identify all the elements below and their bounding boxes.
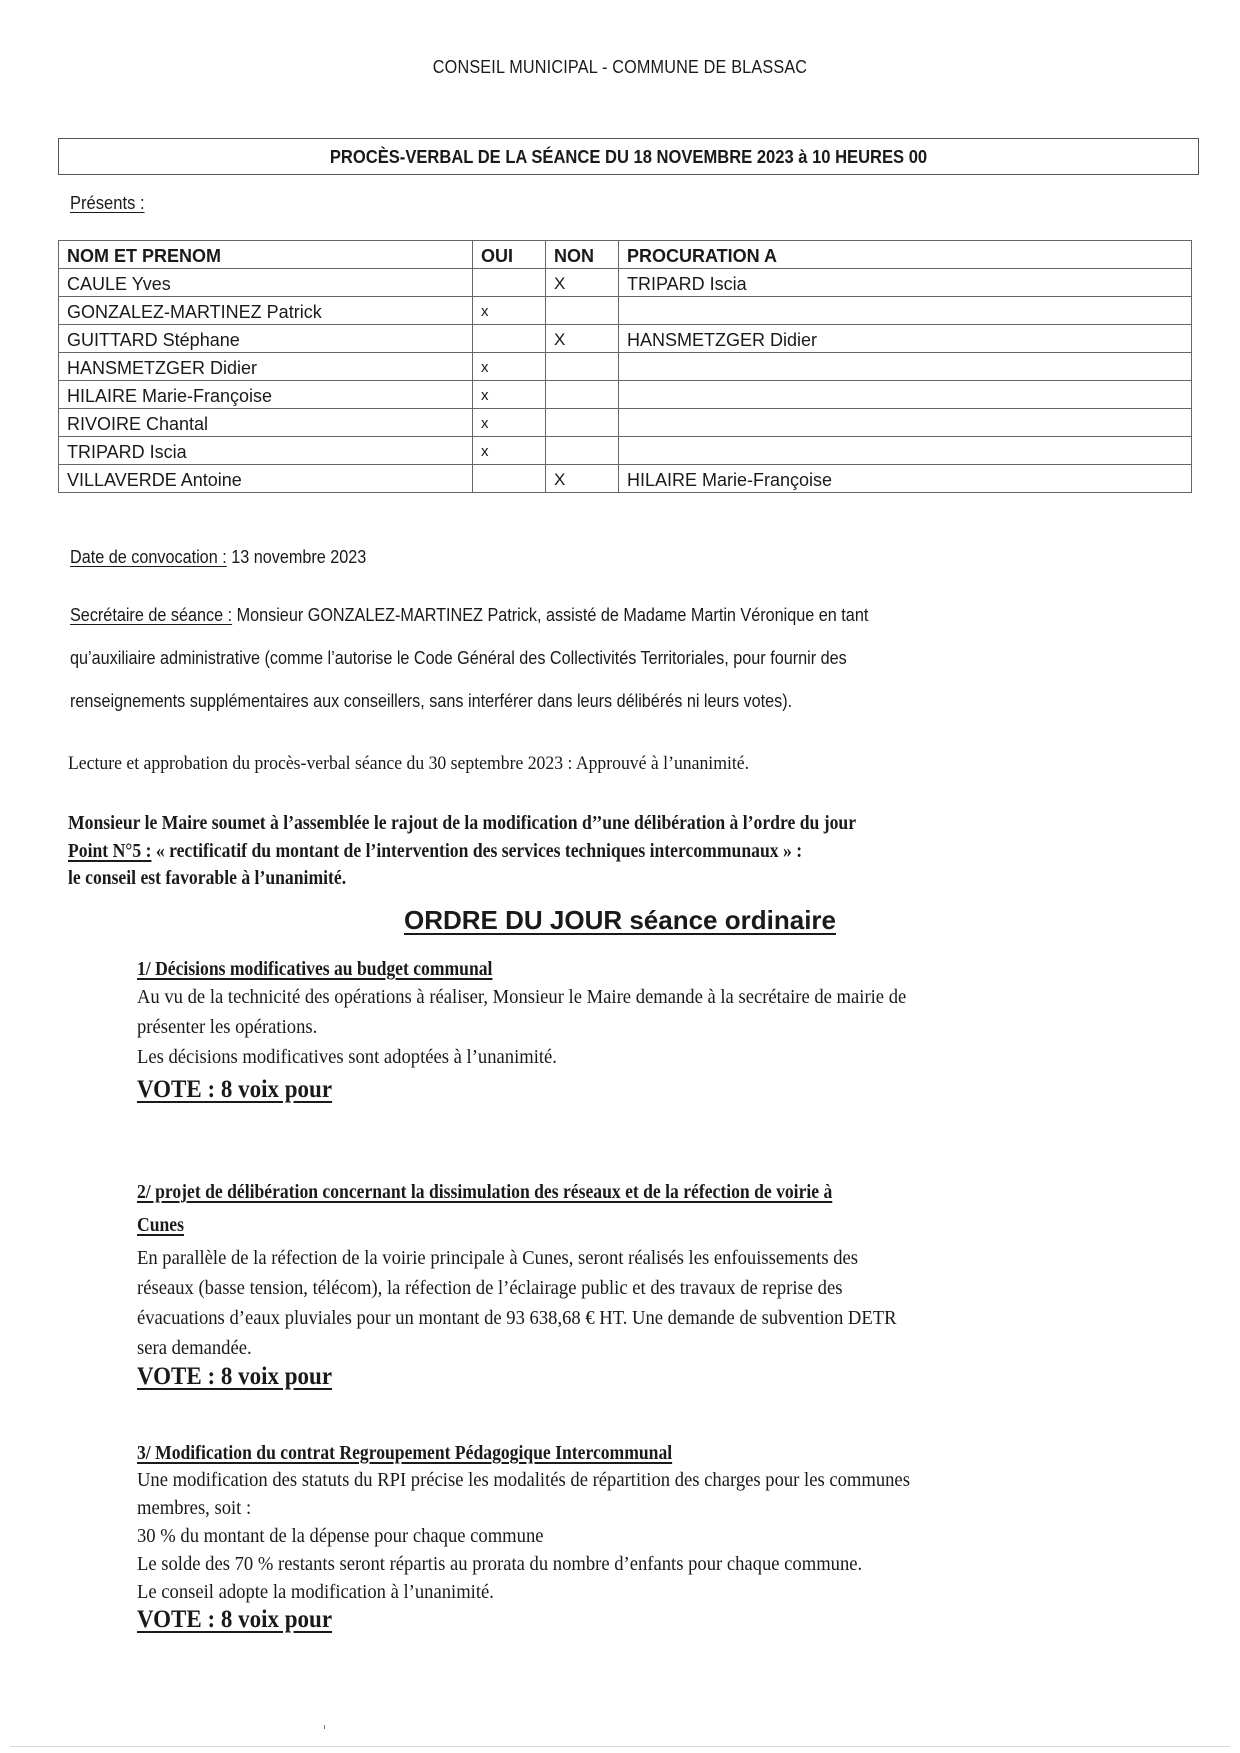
non-mark <box>546 409 619 437</box>
table-row <box>59 409 1192 437</box>
document-title: PROCÈS-VERBAL DE LA SÉANCE DU 18 NOVEMBRE 2023 à 10 HEURES 00 <box>329 147 928 167</box>
body-line: Au vu de la technicité des opérations à réaliser, Monsieur le Maire demande à la secrétaire de mairie de <box>137 986 907 1008</box>
body-line: évacuations d’eaux pluviales pour un montant de 93 638,68 € HT. Une demande de subvention DETR <box>137 1307 897 1329</box>
convocation-label: Date de convocation : <box>70 547 227 567</box>
body-line: membres, soit : <box>137 1497 252 1519</box>
member-name: CAULE Yves <box>59 269 473 297</box>
procuration-name <box>619 353 1192 381</box>
body-line: Le solde des 70 % restants seront répartis au prorata du nombre d’enfants pour chaque commune. <box>137 1553 863 1575</box>
maire-line-3: le conseil est favorable à l’unanimité. <box>68 867 347 889</box>
oui-mark: x <box>473 409 546 437</box>
oui-mark <box>473 269 546 297</box>
member-name: HANSMETZGER Didier <box>59 353 473 381</box>
agenda-item-body <box>137 982 1197 1072</box>
agenda-item-heading: 2/ projet de délibération concernant la dissimulation des réseaux et de la réfection de voirie à <box>137 1181 833 1203</box>
ordre-du-jour-heading: ORDRE DU JOUR séance ordinaire <box>403 905 836 935</box>
procuration-name: HANSMETZGER Didier <box>619 325 1192 353</box>
oui-mark: x <box>473 381 546 409</box>
member-name: TRIPARD Iscia <box>59 437 473 465</box>
non-mark <box>546 381 619 409</box>
body-line: Les décisions modificatives sont adoptées à l’unanimité. <box>137 1046 557 1068</box>
oui-mark <box>473 325 546 353</box>
organization-header: CONSEIL MUNICIPAL - COMMUNE DE BLASSAC <box>432 57 808 77</box>
secretaire-label: Secrétaire de séance : <box>70 605 233 625</box>
point-label: Point N°5 : <box>68 840 152 862</box>
agenda-item-heading-cont: Cunes <box>137 1214 184 1236</box>
member-name: RIVOIRE Chantal <box>59 409 473 437</box>
table-row <box>59 465 1192 493</box>
page-bottom-edge <box>10 1746 1230 1747</box>
column-header-name: NOM ET PRENOM <box>59 241 473 269</box>
member-name: GONZALEZ-MARTINEZ Patrick <box>59 297 473 325</box>
body-line: Le conseil adopte la modification à l’unanimité. <box>137 1581 494 1603</box>
secretaire-line-1 <box>70 605 868 626</box>
scan-mark <box>324 1725 325 1729</box>
procuration-name: HILAIRE Marie-Françoise <box>619 465 1192 493</box>
vote-result: VOTE : 8 voix pour <box>137 1606 333 1633</box>
table-row <box>59 381 1192 409</box>
secretaire-text-1: Monsieur GONZALEZ-MARTINEZ Patrick, assisté de Madame Martin Véronique en tant <box>232 605 869 625</box>
agenda-item-heading: 3/ Modification du contrat Regroupement Pédagogique Intercommunal <box>137 1442 673 1464</box>
agenda-item-2 <box>137 1176 1197 1391</box>
column-header-non: NON <box>546 241 619 269</box>
table-row <box>59 437 1192 465</box>
non-mark <box>546 437 619 465</box>
oui-mark: x <box>473 437 546 465</box>
non-mark <box>546 297 619 325</box>
table-row <box>59 269 1192 297</box>
non-mark: X <box>546 269 619 297</box>
procuration-name <box>619 437 1192 465</box>
body-line: réseaux (basse tension, télécom), la réfection de l’éclairage public et des travaux de reprise des <box>137 1277 843 1299</box>
procuration-name <box>619 297 1192 325</box>
agenda-item-body <box>137 1466 1197 1606</box>
presents-label: Présents : <box>70 193 145 213</box>
vote-result: VOTE : 8 voix pour <box>137 1076 333 1103</box>
title-box <box>58 138 1199 175</box>
body-line: sera demandée. <box>137 1337 252 1359</box>
body-line: En parallèle de la réfection de la voirie principale à Cunes, seront réalisés les enfouissements des <box>137 1247 858 1269</box>
member-name: VILLAVERDE Antoine <box>59 465 473 493</box>
body-line: 30 % du montant de la dépense pour chaque commune <box>137 1525 544 1547</box>
agenda-item-3 <box>137 1442 1197 1634</box>
oui-mark: x <box>473 353 546 381</box>
oui-mark <box>473 465 546 493</box>
attendance-table <box>58 240 1192 493</box>
column-header-oui: OUI <box>473 241 546 269</box>
convocation-date: 13 novembre 2023 <box>226 547 367 567</box>
agenda-item-1 <box>137 958 1197 1104</box>
vote-result: VOTE : 8 voix pour <box>137 1363 333 1390</box>
body-line: présenter les opérations. <box>137 1016 318 1038</box>
agenda-item-heading: 1/ Décisions modificatives au budget communal <box>137 958 493 980</box>
secretaire-line-2: qu’auxiliaire administrative (comme l’autorise le Code Général des Collectivités Territoriales, pour fournir des <box>70 648 847 668</box>
procuration-name: TRIPARD Iscia <box>619 269 1192 297</box>
lecture-approbation: Lecture et approbation du procès-verbal séance du 30 septembre 2023 : Approuvé à l’unanimité. <box>68 753 750 774</box>
table-header-row <box>59 241 1192 269</box>
point-text: « rectificatif du montant de l’intervention des services techniques intercommunaux » : <box>151 840 803 862</box>
secretaire-line-3: renseignements supplémentaires aux conseillers, sans interférer dans leurs délibérés ni leurs votes). <box>70 691 793 711</box>
table-row <box>59 297 1192 325</box>
agenda-item-body <box>137 1243 1197 1363</box>
maire-line-2 <box>68 840 802 863</box>
non-mark: X <box>546 325 619 353</box>
body-line: Une modification des statuts du RPI précise les modalités de répartition des charges pour les communes <box>137 1469 910 1491</box>
ordre-du-jour-title <box>0 905 1240 936</box>
maire-line-1: Monsieur le Maire soumet à l’assemblée le rajout de la modification d’’une délibération à l’ordre du jour <box>68 812 857 834</box>
table-row <box>59 325 1192 353</box>
member-name: HILAIRE Marie-Françoise <box>59 381 473 409</box>
oui-mark: x <box>473 297 546 325</box>
column-header-procuration: PROCURATION A <box>619 241 1192 269</box>
procuration-name <box>619 409 1192 437</box>
non-mark: X <box>546 465 619 493</box>
convocation-line <box>70 547 366 568</box>
non-mark <box>546 353 619 381</box>
table-row <box>59 353 1192 381</box>
procuration-name <box>619 381 1192 409</box>
member-name: GUITTARD Stéphane <box>59 325 473 353</box>
